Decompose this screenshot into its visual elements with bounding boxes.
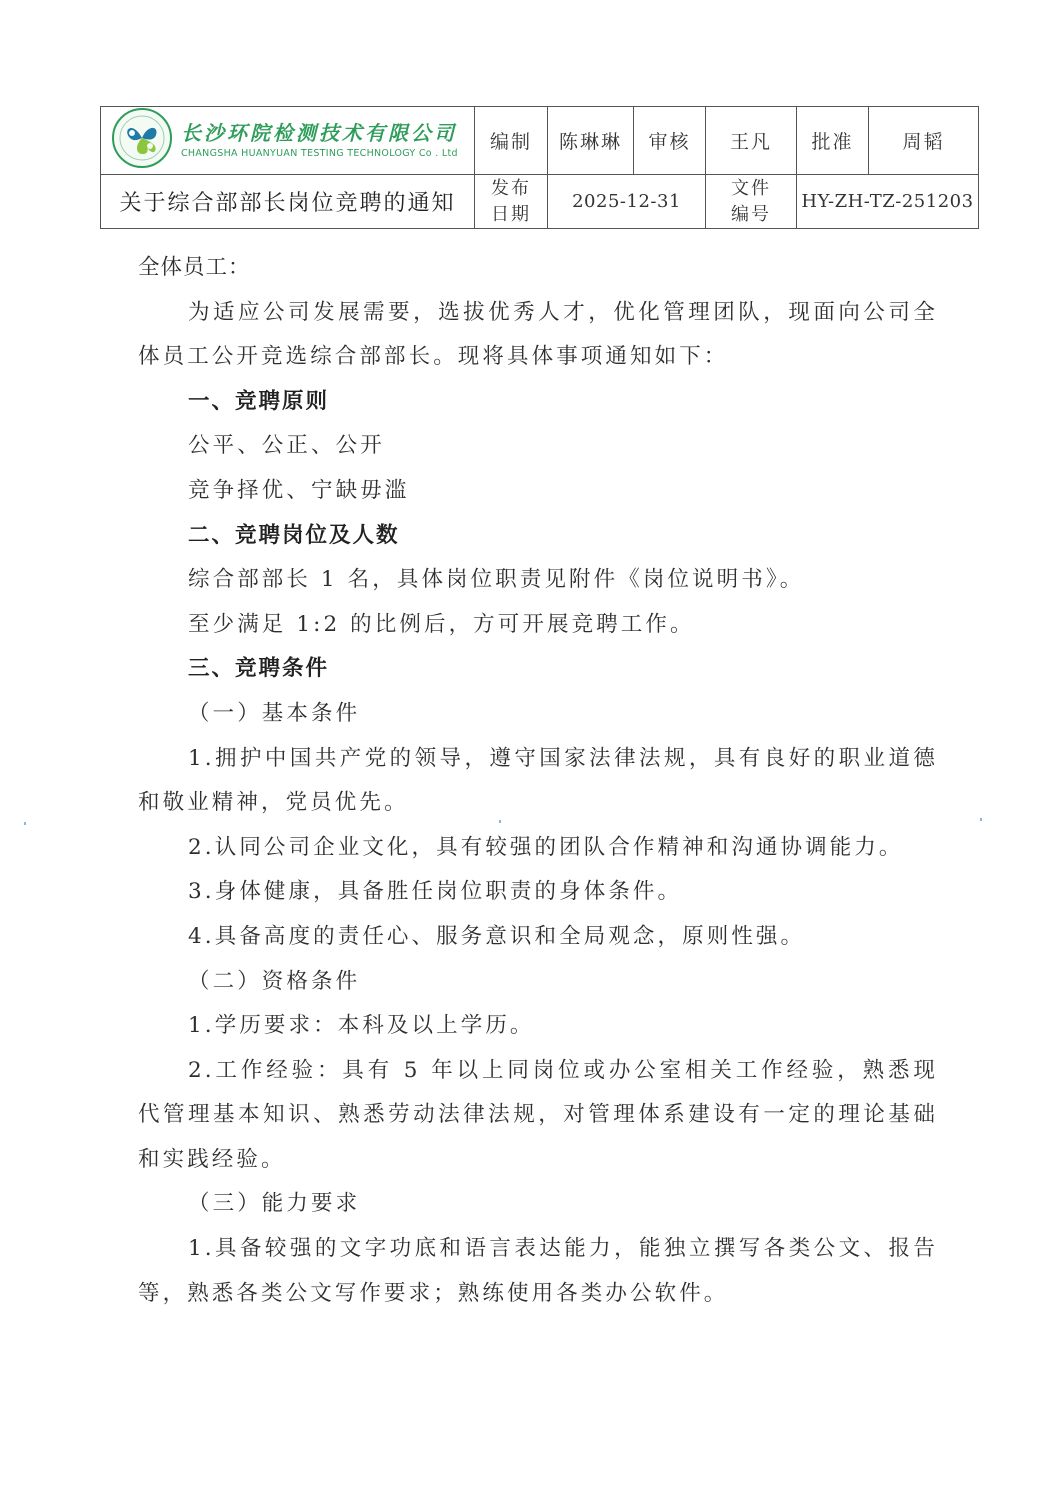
subheading-basic-conditions: （一）基本条件	[188, 700, 361, 726]
document-title-cell	[101, 175, 475, 229]
qualification-item: 2.工作经验：具有 5 年以上同岗位或办公室相关工作经验，熟悉现代管理基本知识、熟悉劳动法律法规，对管理体系建设有一定的理论基础和实践经验。	[138, 1057, 938, 1172]
document-header-table	[100, 106, 979, 229]
basic-condition-item: 1.拥护中国共产党的领导，遵守国家法律法规，具有良好的职业道德和敬业精神，党员优先。	[138, 745, 938, 816]
approved-label: 批准	[797, 107, 869, 175]
section-heading-positions: 二、竞聘岗位及人数	[188, 522, 400, 548]
company-logo-cell	[101, 107, 475, 175]
basic-condition-item: 4.具备高度的责任心、服务意识和全局观念，原则性强。	[188, 923, 806, 949]
company-name-en: CHANGSHA HUANYUAN TESTING TECHNOLOGY Co . Ltd	[181, 147, 458, 159]
basic-condition-item: 2.认同公司企业文化，具有较强的团队合作精神和沟通协调能力。	[188, 834, 904, 860]
company-name-cn: 长沙环院检测技术有限公司	[181, 120, 457, 145]
scan-artifact	[499, 820, 501, 823]
principle-line: 竞争择优、宁缺毋滥	[188, 477, 410, 503]
salutation: 全体员工：	[138, 255, 251, 280]
principle-line: 公平、公正、公开	[188, 433, 385, 459]
subheading-ability-requirements: （三）能力要求	[188, 1191, 361, 1217]
publish-date-label-line1: 发布	[491, 177, 531, 199]
document-number-label-line1: 文件	[731, 177, 771, 199]
prepared-value: 陈琳琳	[548, 107, 634, 175]
document-number-label-line2: 编号	[731, 203, 771, 225]
scan-artifact	[980, 818, 982, 821]
reviewed-label: 审核	[634, 107, 706, 175]
position-line: 至少满足 1:2 的比例后，方可开展竞聘工作。	[188, 611, 695, 637]
document-number-value: HY-ZH-TZ-251203	[797, 175, 979, 229]
prepared-label: 编制	[475, 107, 548, 175]
approved-value: 周韬	[869, 107, 979, 175]
reviewed-value: 王凡	[706, 107, 797, 175]
subheading-qualification-conditions: （二）资格条件	[188, 968, 361, 994]
document-body	[138, 246, 938, 1316]
ability-item: 1.具备较强的文字功底和语言表达能力，能独立撰写各类公文、报告等，熟悉各类公文写作要求；熟练使用各类办公软件。	[138, 1236, 938, 1306]
section-heading-principles: 一、竞聘原则	[188, 388, 330, 414]
publish-date-label-line2: 日期	[491, 203, 531, 225]
publish-date-value: 2025-12-31	[548, 175, 706, 229]
scan-artifact	[24, 822, 26, 825]
publish-date-label	[475, 175, 548, 229]
document-number-label	[706, 175, 797, 229]
intro-paragraph: 为适应公司发展需要，选拔优秀人才，优化管理团队，现面向公司全体员工公开竞选综合部部长。现将具体事项通知如下：	[138, 299, 938, 370]
document-title: 关于综合部部长岗位竞聘的通知	[119, 191, 456, 216]
position-line: 综合部部长 1 名，具体岗位职责见附件《岗位说明书》。	[188, 567, 805, 593]
qualification-item: 1.学历要求：本科及以上学历。	[188, 1013, 535, 1039]
section-heading-conditions: 三、竞聘条件	[188, 656, 330, 682]
company-logo-icon	[111, 107, 173, 174]
basic-condition-item: 3.身体健康，具备胜任岗位职责的身体条件。	[188, 879, 683, 905]
